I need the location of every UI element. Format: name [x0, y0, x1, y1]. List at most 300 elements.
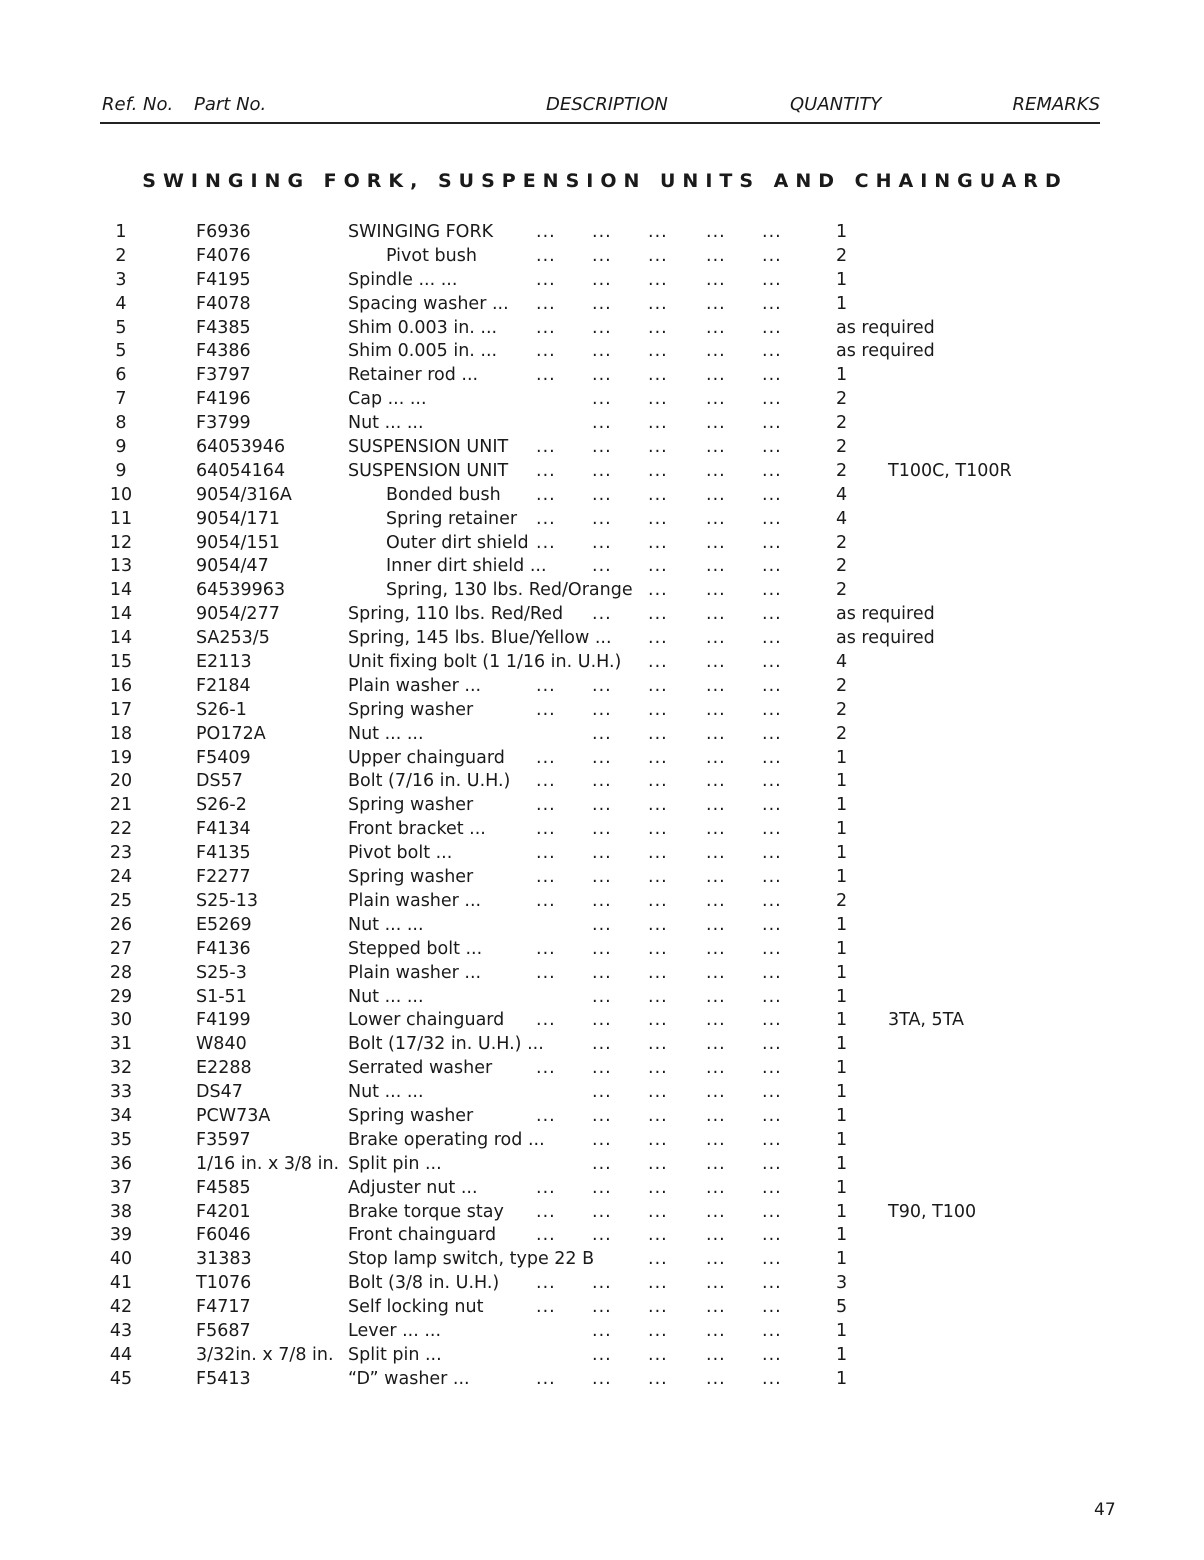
- leader-dot: ...: [648, 580, 668, 601]
- table-row: [0, 317, 1204, 341]
- table-row: [0, 555, 1204, 579]
- leader-dot: ...: [592, 1153, 612, 1174]
- table-row: [0, 1320, 1204, 1344]
- leader-dot: ...: [592, 843, 612, 864]
- leader-dots: [536, 651, 786, 673]
- leader-dot: ...: [762, 293, 782, 314]
- section-title: SWINGING FORK, SUSPENSION UNITS AND CHAINGUARD: [142, 170, 1068, 192]
- leader-dot: ...: [706, 819, 726, 840]
- part-no: 64053946: [196, 437, 286, 458]
- quantity: 2: [836, 556, 848, 577]
- leader-dot: ...: [592, 1010, 612, 1031]
- leader-dot: ...: [706, 771, 726, 792]
- quantity: 4: [836, 652, 848, 673]
- leader-dots: [536, 1105, 786, 1127]
- leader-dot: ...: [648, 269, 668, 290]
- quantity: 4: [836, 484, 848, 505]
- description: Lower chainguard: [348, 1010, 505, 1031]
- leader-dot: ...: [762, 1034, 782, 1055]
- leader-dot: ...: [592, 437, 612, 458]
- description: Nut ... ...: [348, 1082, 424, 1103]
- leader-dot: ...: [536, 771, 556, 792]
- leader-dot: ...: [762, 1105, 782, 1126]
- leader-dot: ...: [648, 437, 668, 458]
- leader-dot: ...: [706, 1010, 726, 1031]
- leader-dot: ...: [536, 1368, 556, 1389]
- leader-dot: ...: [706, 484, 726, 505]
- part-no: F4196: [196, 389, 251, 410]
- quantity: 1: [836, 819, 848, 840]
- leader-dots: [536, 603, 786, 625]
- leader-dots: [536, 938, 786, 960]
- part-no: F4078: [196, 293, 251, 314]
- leader-dot: ...: [592, 532, 612, 553]
- part-no: PO172A: [196, 723, 266, 744]
- part-no: F4385: [196, 317, 251, 338]
- header-part-no: Part No.: [194, 94, 267, 115]
- quantity: 1: [836, 1105, 848, 1126]
- part-no: F4201: [196, 1201, 251, 1222]
- quantity: as required: [836, 341, 935, 362]
- table-row: [0, 245, 1204, 269]
- leader-dot: ...: [592, 460, 612, 481]
- leader-dots: [536, 1368, 786, 1390]
- quantity: 1: [836, 1368, 848, 1389]
- leader-dots: [536, 1177, 786, 1199]
- leader-dots: [536, 770, 786, 792]
- leader-dot: ...: [536, 1177, 556, 1198]
- ref-no: 14: [109, 628, 133, 649]
- leader-dot: ...: [706, 1273, 726, 1294]
- leader-dot: ...: [706, 938, 726, 959]
- leader-dot: ...: [592, 962, 612, 983]
- leader-dots: [536, 794, 786, 816]
- leader-dot: ...: [592, 341, 612, 362]
- part-no: 1/16 in. x 3/8 in.: [196, 1153, 340, 1174]
- leader-dot: ...: [762, 914, 782, 935]
- part-no: F2277: [196, 867, 251, 888]
- leader-dot: ...: [762, 1344, 782, 1365]
- part-no: F4136: [196, 938, 251, 959]
- description: Plain washer ...: [348, 962, 482, 983]
- part-no: F3597: [196, 1129, 251, 1150]
- leader-dot: ...: [706, 317, 726, 338]
- leader-dot: ...: [762, 341, 782, 362]
- description: Spring, 130 lbs. Red/Orange: [386, 580, 633, 601]
- leader-dot: ...: [648, 341, 668, 362]
- quantity: 2: [836, 723, 848, 744]
- ref-no: 42: [109, 1297, 133, 1318]
- description: SUSPENSION UNIT: [348, 460, 509, 481]
- leader-dot: ...: [706, 532, 726, 553]
- leader-dots: [536, 579, 786, 601]
- quantity: as required: [836, 604, 935, 625]
- description: Outer dirt shield: [386, 532, 529, 553]
- leader-dot: ...: [762, 1201, 782, 1222]
- leader-dot: ...: [536, 795, 556, 816]
- leader-dot: ...: [592, 269, 612, 290]
- leader-dots: [536, 1033, 786, 1055]
- ref-no: 34: [109, 1105, 133, 1126]
- leader-dot: ...: [536, 819, 556, 840]
- quantity: 2: [836, 580, 848, 601]
- leader-dot: ...: [536, 269, 556, 290]
- table-row: [0, 388, 1204, 412]
- table-row: [0, 1105, 1204, 1129]
- leader-dot: ...: [648, 675, 668, 696]
- description: Nut ... ...: [348, 986, 424, 1007]
- leader-dot: ...: [592, 1225, 612, 1246]
- description: SUSPENSION UNIT: [348, 437, 509, 458]
- part-no: F5687: [196, 1320, 251, 1341]
- description: Stop lamp switch, type 22 B: [348, 1249, 595, 1270]
- quantity: 3: [836, 1273, 848, 1294]
- leader-dot: ...: [592, 867, 612, 888]
- leader-dot: ...: [762, 771, 782, 792]
- leader-dot: ...: [706, 795, 726, 816]
- leader-dot: ...: [706, 1201, 726, 1222]
- leader-dot: ...: [762, 1153, 782, 1174]
- leader-dot: ...: [648, 1105, 668, 1126]
- leader-dot: ...: [706, 1129, 726, 1150]
- ref-no: 7: [115, 389, 127, 410]
- leader-dot: ...: [762, 652, 782, 673]
- table-row: [0, 603, 1204, 627]
- table-row: [0, 412, 1204, 436]
- leader-dot: ...: [706, 962, 726, 983]
- leader-dots: [536, 436, 786, 458]
- leader-dot: ...: [648, 245, 668, 266]
- leader-dots: [536, 1009, 786, 1031]
- quantity: 1: [836, 1153, 848, 1174]
- quantity: 1: [836, 1129, 848, 1150]
- description: Spring washer: [348, 699, 474, 720]
- leader-dot: ...: [648, 1297, 668, 1318]
- leader-dot: ...: [592, 508, 612, 529]
- quantity: 1: [836, 1058, 848, 1079]
- leader-dot: ...: [648, 389, 668, 410]
- leader-dot: ...: [592, 1344, 612, 1365]
- ref-no: 19: [109, 747, 133, 768]
- ref-no: 38: [109, 1201, 133, 1222]
- leader-dot: ...: [592, 1129, 612, 1150]
- quantity: 1: [836, 986, 848, 1007]
- leader-dots: [536, 699, 786, 721]
- leader-dot: ...: [706, 460, 726, 481]
- leader-dot: ...: [706, 699, 726, 720]
- quantity: 1: [836, 843, 848, 864]
- ref-no: 45: [109, 1368, 133, 1389]
- quantity: 1: [836, 1320, 848, 1341]
- description: Brake operating rod ...: [348, 1129, 545, 1150]
- part-no: F2184: [196, 675, 251, 696]
- leader-dot: ...: [762, 389, 782, 410]
- leader-dot: ...: [648, 914, 668, 935]
- header-description: DESCRIPTION: [546, 94, 668, 115]
- leader-dot: ...: [648, 819, 668, 840]
- leader-dot: ...: [648, 508, 668, 529]
- part-no: W840: [196, 1034, 247, 1055]
- table-row: [0, 770, 1204, 794]
- leader-dots: [536, 1320, 786, 1342]
- table-row: [0, 508, 1204, 532]
- ref-no: 22: [109, 819, 133, 840]
- quantity: 1: [836, 293, 848, 314]
- leader-dot: ...: [648, 1249, 668, 1270]
- table-row: [0, 1057, 1204, 1081]
- leader-dot: ...: [762, 1320, 782, 1341]
- leader-dots: [536, 508, 786, 530]
- table-row: [0, 293, 1204, 317]
- quantity: 1: [836, 269, 848, 290]
- leader-dot: ...: [592, 222, 612, 242]
- leader-dot: ...: [762, 580, 782, 601]
- table-row: [0, 1296, 1204, 1320]
- leader-dot: ...: [706, 890, 726, 911]
- ref-no: 44: [109, 1344, 133, 1365]
- leader-dot: ...: [706, 1105, 726, 1126]
- parts-list: [0, 221, 1204, 1392]
- ref-no: 3: [115, 269, 127, 290]
- leader-dots: [536, 1153, 786, 1175]
- table-row: [0, 1033, 1204, 1057]
- leader-dot: ...: [706, 341, 726, 362]
- ref-no: 16: [109, 675, 133, 696]
- table-row: [0, 1153, 1204, 1177]
- description: Nut ... ...: [348, 413, 424, 434]
- leader-dot: ...: [592, 1368, 612, 1389]
- leader-dot: ...: [648, 532, 668, 553]
- description: Bolt (17/32 in. U.H.) ...: [348, 1034, 544, 1055]
- leader-dot: ...: [648, 1177, 668, 1198]
- leader-dot: ...: [648, 317, 668, 338]
- description: Inner dirt shield ...: [386, 556, 547, 577]
- leader-dot: ...: [648, 771, 668, 792]
- table-row: [0, 1081, 1204, 1105]
- leader-dots: [536, 627, 786, 649]
- leader-dot: ...: [592, 795, 612, 816]
- part-no: 9054/171: [196, 508, 280, 529]
- description: Nut ... ...: [348, 914, 424, 935]
- part-no: F4386: [196, 341, 251, 362]
- part-no: F6046: [196, 1225, 251, 1246]
- description: Plain washer ...: [348, 890, 482, 911]
- leader-dots: [536, 364, 786, 386]
- table-row: [0, 1272, 1204, 1296]
- quantity: 1: [836, 867, 848, 888]
- quantity: 1: [836, 938, 848, 959]
- leader-dot: ...: [648, 293, 668, 314]
- description: Brake torque stay: [348, 1201, 504, 1222]
- table-row: [0, 532, 1204, 556]
- description: Nut ... ...: [348, 723, 424, 744]
- quantity: 1: [836, 1177, 848, 1198]
- part-no: PCW73A: [196, 1105, 271, 1126]
- quantity: 1: [836, 1010, 848, 1031]
- leader-dot: ...: [762, 1225, 782, 1246]
- leader-dot: ...: [592, 986, 612, 1007]
- ref-no: 13: [109, 556, 133, 577]
- leader-dot: ...: [706, 867, 726, 888]
- leader-dot: ...: [762, 699, 782, 720]
- leader-dot: ...: [762, 1082, 782, 1103]
- leader-dot: ...: [536, 245, 556, 266]
- leader-dot: ...: [592, 1320, 612, 1341]
- leader-dot: ...: [536, 962, 556, 983]
- description: Pivot bolt ...: [348, 843, 453, 864]
- leader-dot: ...: [706, 222, 726, 242]
- leader-dot: ...: [762, 867, 782, 888]
- leader-dots: [536, 1081, 786, 1103]
- quantity: as required: [836, 628, 935, 649]
- header-remarks: REMARKS: [1012, 94, 1100, 115]
- leader-dots: [536, 245, 786, 267]
- ref-no: 1: [115, 222, 127, 242]
- leader-dot: ...: [648, 938, 668, 959]
- leader-dot: ...: [648, 604, 668, 625]
- table-row: [0, 723, 1204, 747]
- leader-dot: ...: [648, 1320, 668, 1341]
- description: Shim 0.005 in. ...: [348, 341, 498, 362]
- leader-dot: ...: [536, 699, 556, 720]
- table-row: [0, 627, 1204, 651]
- leader-dot: ...: [706, 1177, 726, 1198]
- part-no: F3797: [196, 365, 251, 386]
- quantity: 1: [836, 1249, 848, 1270]
- leader-dot: ...: [648, 890, 668, 911]
- leader-dot: ...: [762, 604, 782, 625]
- leader-dot: ...: [648, 556, 668, 577]
- leader-dot: ...: [592, 819, 612, 840]
- ref-no: 9: [115, 437, 127, 458]
- ref-no: 18: [109, 723, 133, 744]
- remarks: T90, T100: [888, 1201, 977, 1222]
- leader-dot: ...: [648, 222, 668, 242]
- leader-dots: [536, 986, 786, 1008]
- part-no: F5413: [196, 1368, 251, 1389]
- description: Spring, 145 lbs. Blue/Yellow ...: [348, 628, 612, 649]
- table-row: [0, 794, 1204, 818]
- leader-dot: ...: [648, 747, 668, 768]
- ref-no: 36: [109, 1153, 133, 1174]
- leader-dots: [536, 1201, 786, 1223]
- leader-dot: ...: [536, 365, 556, 386]
- part-no: F4135: [196, 843, 251, 864]
- leader-dot: ...: [706, 293, 726, 314]
- leader-dot: ...: [592, 1273, 612, 1294]
- leader-dot: ...: [762, 317, 782, 338]
- leader-dot: ...: [648, 1368, 668, 1389]
- leader-dot: ...: [536, 1058, 556, 1079]
- leader-dot: ...: [762, 938, 782, 959]
- leader-dot: ...: [648, 460, 668, 481]
- ref-no: 6: [115, 365, 127, 386]
- leader-dots: [536, 412, 786, 434]
- leader-dot: ...: [706, 556, 726, 577]
- description: Bonded bush: [386, 484, 501, 505]
- leader-dot: ...: [592, 1297, 612, 1318]
- leader-dot: ...: [592, 389, 612, 410]
- description: Front bracket ...: [348, 819, 486, 840]
- leader-dot: ...: [648, 1273, 668, 1294]
- leader-dot: ...: [536, 1105, 556, 1126]
- table-row: [0, 866, 1204, 890]
- ref-no: 11: [109, 508, 133, 529]
- leader-dot: ...: [648, 1153, 668, 1174]
- quantity: 1: [836, 771, 848, 792]
- leader-dot: ...: [648, 628, 668, 649]
- description: Unit fixing bolt (1 1/16 in. U.H.): [348, 652, 622, 673]
- leader-dot: ...: [762, 986, 782, 1007]
- leader-dot: ...: [648, 1010, 668, 1031]
- part-no: F4585: [196, 1177, 251, 1198]
- ref-no: 39: [109, 1225, 133, 1246]
- leader-dot: ...: [762, 819, 782, 840]
- leader-dot: ...: [592, 484, 612, 505]
- part-no: F4199: [196, 1010, 251, 1031]
- leader-dot: ...: [706, 365, 726, 386]
- leader-dot: ...: [706, 1249, 726, 1270]
- leader-dot: ...: [592, 413, 612, 434]
- ref-no: 9: [115, 460, 127, 481]
- leader-dot: ...: [762, 532, 782, 553]
- leader-dot: ...: [762, 269, 782, 290]
- leader-dot: ...: [706, 1225, 726, 1246]
- leader-dot: ...: [706, 675, 726, 696]
- leader-dots: [536, 340, 786, 362]
- leader-dots: [536, 388, 786, 410]
- part-no: E2113: [196, 652, 252, 673]
- leader-dot: ...: [762, 484, 782, 505]
- leader-dots: [536, 675, 786, 697]
- leader-dot: ...: [592, 245, 612, 266]
- table-row: [0, 579, 1204, 603]
- leader-dot: ...: [648, 1225, 668, 1246]
- leader-dot: ...: [536, 293, 556, 314]
- leader-dot: ...: [536, 843, 556, 864]
- description: Adjuster nut ...: [348, 1177, 478, 1198]
- table-row: [0, 1129, 1204, 1153]
- quantity: 2: [836, 675, 848, 696]
- quantity: 1: [836, 914, 848, 935]
- leader-dot: ...: [536, 460, 556, 481]
- leader-dot: ...: [706, 843, 726, 864]
- leader-dot: ...: [762, 1297, 782, 1318]
- leader-dots: [536, 460, 786, 482]
- quantity: 2: [836, 532, 848, 553]
- ref-no: 12: [109, 532, 133, 553]
- table-row: [0, 890, 1204, 914]
- table-row: [0, 221, 1204, 245]
- leader-dot: ...: [592, 317, 612, 338]
- quantity: 1: [836, 1034, 848, 1055]
- part-no: F4076: [196, 245, 251, 266]
- ref-no: 33: [109, 1082, 133, 1103]
- leader-dot: ...: [536, 341, 556, 362]
- leader-dots: [536, 1248, 786, 1270]
- ref-no: 40: [109, 1249, 133, 1270]
- table-row: [0, 364, 1204, 388]
- leader-dots: [536, 962, 786, 984]
- leader-dot: ...: [536, 938, 556, 959]
- part-no: 64054164: [196, 460, 286, 481]
- leader-dot: ...: [648, 699, 668, 720]
- description: Split pin ...: [348, 1153, 442, 1174]
- leader-dots: [536, 1296, 786, 1318]
- leader-dot: ...: [706, 1034, 726, 1055]
- leader-dot: ...: [592, 1105, 612, 1126]
- leader-dot: ...: [592, 1034, 612, 1055]
